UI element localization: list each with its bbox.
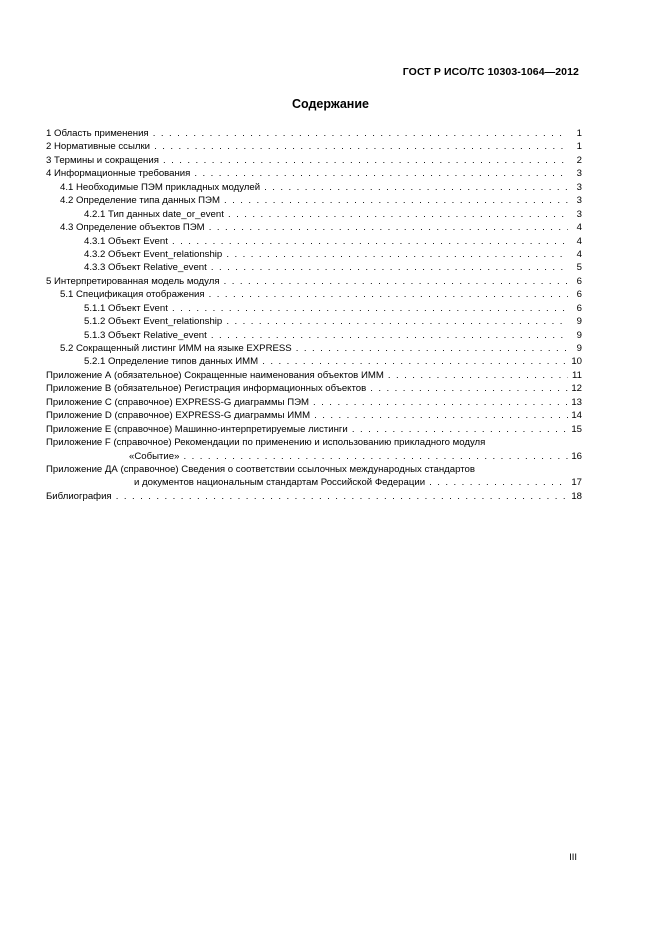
toc-entry-label: 5.1.2 Объект Event_relationship . . .	[46, 315, 568, 328]
toc-entry[interactable]	[46, 409, 582, 422]
toc-entry-label: Приложение А (обязательное) Сокращенные наименования объектов ИММ . . .	[46, 369, 568, 382]
toc-entry[interactable]	[46, 382, 582, 395]
toc-entry-label: Приложение F (справочное) Рекомендации по применению и использованию прикладного модуля	[46, 437, 486, 449]
toc-entry-label: 5.2 Сокращенный листинг ИММ на языке EXPRESS . . .	[46, 342, 568, 355]
toc-entry-page: 14	[571, 410, 582, 422]
toc-entry-label: 5.1 Спецификация отображения . . .	[46, 288, 568, 301]
toc-entry-page: 9	[576, 316, 582, 328]
toc-entry-page: 4	[576, 248, 582, 260]
toc-entry-page: 4	[576, 222, 582, 234]
toc-entry[interactable]	[46, 490, 582, 503]
toc-entry-label: Приложение ДА (справочное) Сведения о соответствии ссылочных международных стандартов	[46, 463, 475, 475]
toc-entry[interactable]	[46, 208, 582, 221]
toc-entry-page: 11	[572, 369, 582, 381]
toc-entry-page: 3	[576, 168, 582, 180]
toc-entry[interactable]	[46, 315, 582, 328]
toc-entry-page: 5	[576, 262, 582, 274]
toc-entry-label: и документов национальным стандартам Российской Федерации . . .	[46, 476, 568, 489]
toc-entry[interactable]	[46, 450, 582, 463]
toc-entry-label: Приложение В (обязательное) Регистрация информационных объектов . . .	[46, 382, 568, 395]
toc-entry[interactable]	[46, 288, 582, 301]
toc-entry[interactable]	[46, 154, 582, 167]
toc-entry-page: 1	[576, 128, 582, 139]
toc-entry-label: 1 Область применения . . .	[46, 127, 568, 140]
toc-entry-label: 4.2 Определение типа данных ПЭМ . . .	[46, 194, 568, 207]
toc-entry-label: 3 Термины и сокращения . . .	[46, 154, 568, 167]
toc-entry-page: 9	[576, 343, 582, 354]
toc-entry[interactable]	[46, 463, 582, 476]
toc-entry-label: 4.1 Необходимые ПЭМ прикладных модулей . . .	[46, 181, 568, 194]
toc-entry-page: 2	[576, 154, 582, 166]
toc-entry-label: 4.3.2 Объект Event_relationship . . .	[46, 248, 568, 261]
toc-entry-label: 5.1.1 Объект Event . . .	[46, 302, 568, 315]
toc-entry-label: 4.2.1 Тип данных date_or_event . . .	[46, 208, 568, 221]
toc-entry[interactable]	[46, 140, 582, 153]
toc-entry-page: 6	[576, 289, 582, 301]
toc-entry[interactable]	[46, 329, 582, 342]
page-number: III	[569, 852, 577, 863]
toc-entry[interactable]	[46, 221, 582, 234]
toc-entry[interactable]	[46, 342, 582, 355]
toc-entry-label: 4.3.3 Объект Relative_event . . .	[46, 261, 568, 274]
toc-entry[interactable]	[46, 369, 582, 382]
toc-entry-label: 4.3 Определение объектов ПЭМ . . .	[46, 221, 568, 234]
toc-entry-page: 3	[576, 208, 582, 220]
toc-entry-page: 3	[576, 181, 582, 193]
toc-entry-page: 6	[576, 275, 582, 287]
toc-entry-page: 18	[571, 490, 582, 502]
toc-entry[interactable]	[46, 275, 582, 288]
toc-entry[interactable]	[46, 436, 582, 449]
toc-entry-page: 13	[571, 396, 582, 408]
toc-entry-label: 4.3.1 Объект Event . . .	[46, 235, 568, 248]
toc-entry[interactable]	[46, 476, 582, 489]
toc-entry-page: 17	[571, 477, 582, 489]
document-code: ГОСТ Р ИСО/ТС 10303-1064—2012	[402, 66, 579, 78]
toc-entry-page: 10	[571, 356, 582, 368]
toc-entry[interactable]	[46, 355, 582, 368]
toc-entry-label: 5 Интерпретированная модель модуля . . .	[46, 275, 568, 288]
toc-entry-label: Приложение С (справочное) EXPRESS-G диаграммы ПЭМ . . .	[46, 396, 568, 409]
toc-entry[interactable]	[46, 127, 582, 140]
table-of-contents	[46, 127, 582, 503]
toc-entry-page: 4	[576, 235, 582, 247]
toc-entry-label: 4 Информационные требования . . .	[46, 167, 568, 180]
toc-entry[interactable]	[46, 181, 582, 194]
toc-entry-page: 12	[571, 383, 582, 395]
page-title: Содержание	[291, 97, 369, 111]
toc-entry-page: 1	[576, 141, 582, 153]
toc-entry[interactable]	[46, 235, 582, 248]
toc-entry-page: 6	[576, 302, 582, 314]
toc-entry-label: Библиография . . .	[46, 490, 568, 503]
toc-entry[interactable]	[46, 302, 582, 315]
toc-entry-label: 5.1.3 Объект Relative_event . . .	[46, 329, 568, 342]
toc-entry-page: 16	[571, 450, 582, 462]
toc-entry[interactable]	[46, 248, 582, 261]
toc-entry-label: 5.2.1 Определение типов данных ИММ . . .	[46, 355, 568, 368]
toc-entry[interactable]	[46, 261, 582, 274]
toc-entry-page: 9	[576, 329, 582, 341]
toc-entry-label: 2 Нормативные ссылки . . .	[46, 140, 568, 153]
toc-entry[interactable]	[46, 194, 582, 207]
toc-entry[interactable]	[46, 167, 582, 180]
toc-entry-label: Приложение D (справочное) EXPRESS-G диаграммы ИММ . . .	[46, 409, 568, 422]
toc-entry[interactable]	[46, 396, 582, 409]
toc-entry-label: «Событие» . . .	[46, 450, 568, 463]
toc-entry-page: 15	[571, 423, 582, 435]
toc-entry[interactable]	[46, 423, 582, 436]
toc-entry-page: 3	[576, 195, 582, 207]
toc-entry-label: Приложение Е (справочное) Машинно-интерпретируемые листинги . . .	[46, 423, 568, 436]
